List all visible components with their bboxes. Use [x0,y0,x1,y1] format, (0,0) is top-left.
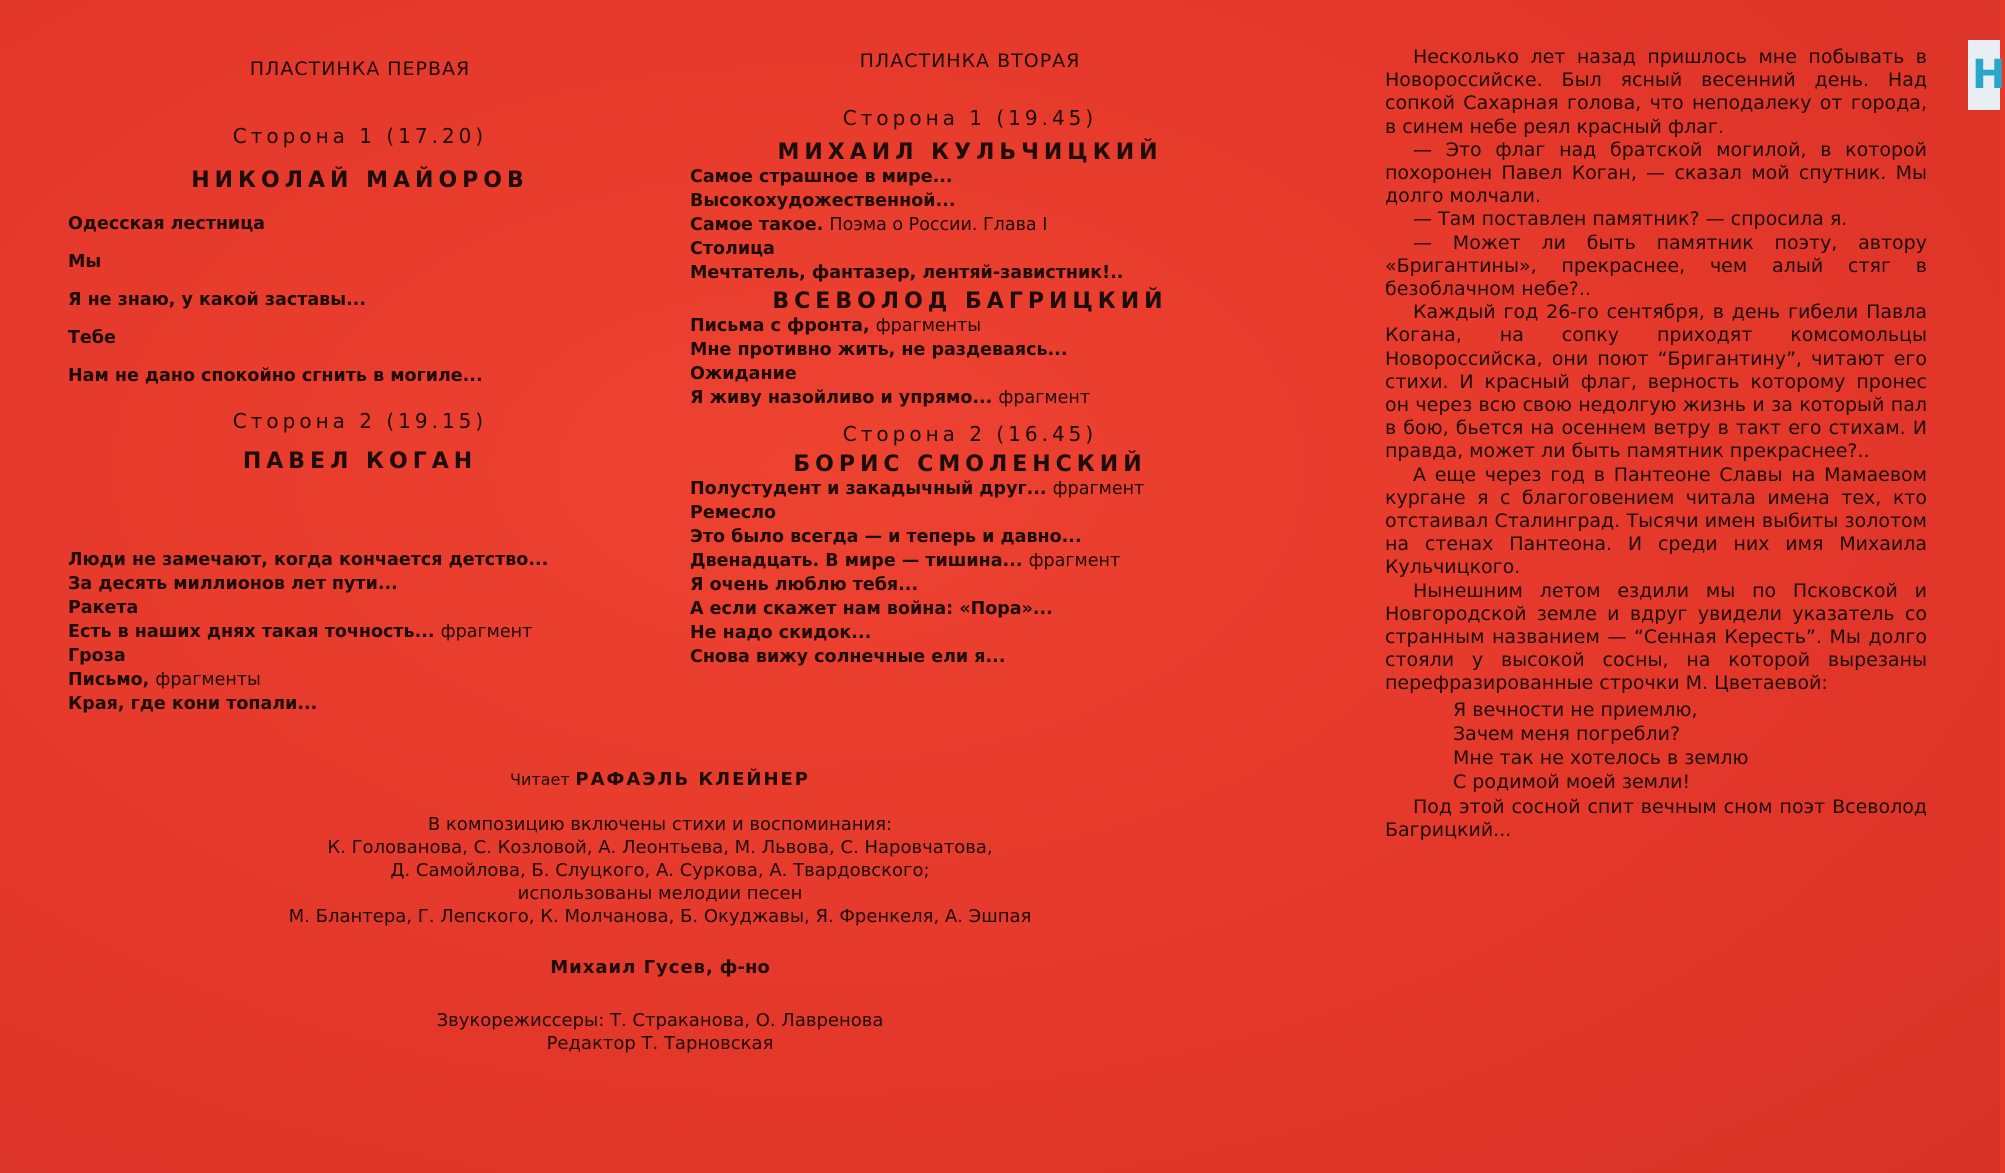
plate-two-author-b: ВСЕВОЛОД БАГРИЦКИЙ [772,289,1168,314]
track: Столица [690,239,775,259]
track: Люди не замечают, когда кончается детство... [68,550,549,570]
plate-one-heading: ПЛАСТИНКА ПЕРВАЯ [249,58,471,80]
plate-one-author-two: ПАВЕЛ КОГАН [242,449,478,474]
plate-one-tracklist-one [68,205,660,395]
track: Я не знаю, у какой заставы... [68,290,367,310]
verse-quote [1453,698,1927,794]
credits-block [130,768,1190,1055]
track: Нам не дано спокойно сгнить в могиле... [68,366,483,386]
track: Ожидание [690,364,797,384]
editor: Редактор Т. Тарновская [546,1033,774,1054]
plate-one-side-two: Сторона 2 (19.15) [232,409,488,433]
composition-line: использованы мелодии песен [517,883,803,904]
track: Полустудент и закадычный друг... фрагмент [690,479,1145,499]
track: Тебе [68,328,116,348]
verse-line: С родимой моей земли! [1453,770,1691,793]
plate-two-author-c: БОРИС СМОЛЕНСКИЙ [793,452,1147,477]
essay-paragraph: — Это флаг над братской могилой, в которой похоронен Павел Коган, — сказал мой спутник. Мы долго молчали. [1385,138,1927,208]
essay-part-two [1385,796,1927,842]
track: Есть в наших днях такая точность... фрагмент [68,622,533,642]
track: А если скажет нам война: «Пора»... [690,599,1053,619]
reader-line [130,768,1190,791]
essay-paragraph: — Там поставлен памятник? — спросила я. [1413,208,1848,231]
track: Это было всегда — и теперь и давно... [690,527,1082,547]
plate-one-author-one: НИКОЛАЙ МАЙОРОВ [191,168,529,193]
plate-two-heading: ПЛАСТИНКА ВТОРАЯ [859,50,1081,72]
track: Самое такое. Поэма о России. Глава I [690,215,1048,235]
plate-two-side-one: Сторона 1 (19.45) [842,106,1098,130]
track: Я живу назойливо и упрямо... фрагмент [690,388,1091,408]
plate-one-column [60,58,660,474]
composition-line: Д. Самойлова, Б. Слуцкого, А. Суркова, А. Твардовского; [390,860,930,881]
essay-paragraph: Несколько лет назад пришлось мне побывать в Новороссийске. Был ясный весенний день. Над сопкой Сахарная голова, что неподалеку от города, в синем небе реял красный флаг. [1385,46,1927,138]
track: Ракета [68,598,139,618]
track: Самое страшное в мире... [690,167,953,187]
track: Мечтатель, фантазер, лентяй-завистник!.. [690,263,1124,283]
composition-line: М. Блантера, Г. Лепского, К. Молчанова, Б. Окуджавы, Я. Френкеля, А. Эшпая [288,906,1032,927]
plate-one-tracklist-two [68,548,668,716]
track: Письмо, фрагменты [68,670,261,690]
essay-paragraph: Нынешним летом ездили мы по Псковской и Новгородской земле и вдруг увидели указатель со странным названием — “Сенная Кересть”. Мы долго стояли у высокой сосны, на которой вырезаны перефразированные строчки М. Цветаевой: [1385,579,1927,695]
plate-two-tracklist-a [690,165,1250,285]
plate-two-column [690,50,1250,669]
track: Одесская лестница [68,214,265,234]
track: Мы [68,252,102,272]
track: Мне противно жить, не раздеваясь... [690,340,1068,360]
track: За десять миллионов лет пути... [68,574,398,594]
pianist-name: Михаил Гусев, [550,957,714,978]
sound-engineers: Звукорежиссеры: Т. Стракaнова, О. Лавренова [436,1010,884,1031]
verse-line: Зачем меня погребли? [1453,722,1681,745]
pianist-role: ф-но [719,957,770,978]
edge-fold-letter: Н [1968,40,2000,110]
plate-two-tracklist-c [690,477,1250,669]
track: Двенадцать. В мире — тишина... фрагмент [690,551,1121,571]
essay-paragraph: Под этой сосной спит вечным сном поэт Всеволод Багрицкий... [1385,795,1927,841]
plate-one-side-one: Сторона 1 (17.20) [232,124,488,148]
track: Высокохудожественной... [690,191,956,211]
track: Я очень люблю тебя... [690,575,919,595]
plate-two-tracklist-b [690,314,1250,410]
liner-notes-essay [1385,46,1927,842]
composition-line: В композицию включены стихи и воспоминания: [427,814,893,835]
track: Не надо скидок... [690,623,872,643]
reader-prefix: Читает [509,770,570,789]
track: Снова вижу солнечные ели я... [690,647,1006,667]
pianist-line [130,956,1190,979]
essay-paragraph: Каждый год 26-го сентября, в день гибели Павла Когана, на сопку приходят комсомольцы Новороссийска, они поют “Бригантину”, читают его стихи. И красный флаг, верность которому пронес он через всю свою недолгую жизнь и за который пал в бою, бьется на осеннем ветру в такт его стихам. И правда, может ли быть памятник прекраснее?.. [1385,301,1927,463]
essay-part-one [1385,46,1927,696]
reader-name: РАФАЭЛЬ КЛЕЙНЕР [575,769,811,790]
track: Края, где кони топали... [68,694,318,714]
verse-line: Мне так не хотелось в землю [1453,746,1749,769]
track: Ремесло [690,503,777,523]
track: Письма с фронта, фрагменты [690,316,982,336]
composition-block [130,813,1190,928]
composition-line: К. Голованова, С. Козловой, А. Леонтьева, М. Львова, С. Наровчатова, [327,837,993,858]
plate-two-side-two: Сторона 2 (16.45) [842,422,1098,446]
essay-paragraph: А еще через год в Пантеоне Славы на Мамаевом кургане я с благоговением читала имена тех, кто отстаивал Сталинград. Тысячи имен выбиты золотом на стенах Пантеона. И среди них имя Михаила Кульчицкого. [1385,463,1927,579]
track: Гроза [68,646,126,666]
essay-paragraph: — Может ли быть памятник поэту, автору «Бригантины», прекраснее, чем алый стяг в безоблачном небе?.. [1385,231,1927,301]
plate-two-author-a: МИХАИЛ КУЛЬЧИЦКИЙ [777,140,1163,165]
verse-line: Я вечности не приемлю, [1453,698,1698,721]
